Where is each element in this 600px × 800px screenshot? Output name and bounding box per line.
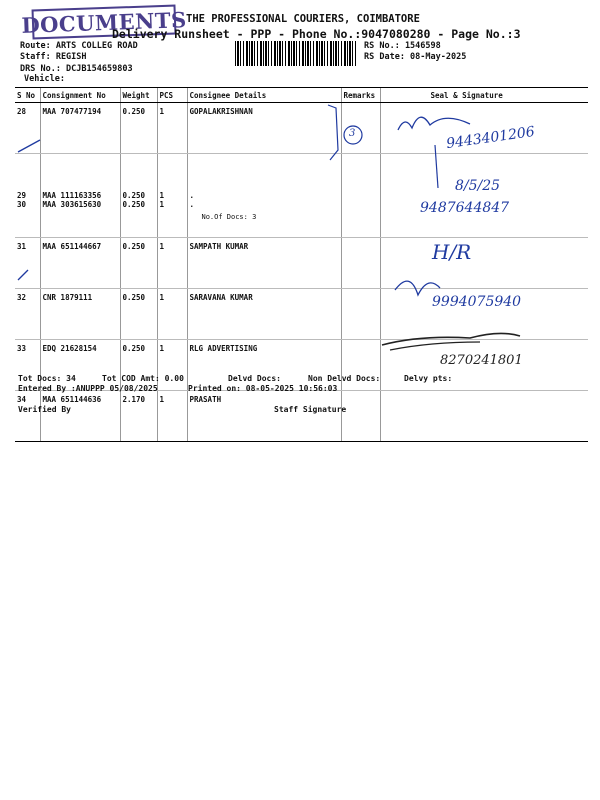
handwritten-phone-4: 8270241801 [440,353,523,368]
cell-consignment: EDQ 21628154 [40,340,120,391]
rs-date: RS Date: 08-May-2025 [364,52,467,62]
total-cod-amount: Tot COD Amt: 0.00 [102,374,184,383]
handwritten-phone-1: 9443401206 [445,123,536,153]
col-weight: Weight [120,88,157,103]
signature-stroke [435,145,438,188]
documents-stamp: DOCUMENTS [32,4,177,39]
cell-sno: 28 [15,103,40,154]
verified-by: Verified By [18,405,71,414]
cell-weight: 0.250 [120,289,157,340]
cell-pcs: 1 [157,340,187,391]
cell-weight: 0.250 [120,340,157,391]
col-sno: S No [15,88,40,103]
staff-line: Staff: REGISH [20,52,87,62]
delivery-points: Delvy pts: [404,374,453,383]
printed-on: Printed on: 08-05-2025 10:56:03 [188,384,338,393]
number-of-docs: No.Of Docs: 3 [201,213,257,221]
tick-mark [18,140,40,152]
cell-consignee: GOPALAKRISHNAN [187,103,341,154]
weight-30: 0.250 [122,200,146,209]
cell-pcs: 1 [157,238,187,289]
cell-sno: 32 [15,289,40,340]
bracket-mark [328,105,338,160]
vehicle-line: Vehicle: [24,74,65,84]
handwritten-hr: H/R [432,240,472,264]
col-seal-signature: Seal & Signature [380,88,588,103]
cell-pcs: 1 [157,391,187,442]
signature-28 [398,117,470,130]
handwritten-phone-2: 9487644847 [420,200,510,216]
route-line: Route: ARTS COLLEG ROAD [20,41,138,51]
staff-signature: Staff Signature [274,405,347,414]
col-consignment: Consignment No [40,88,120,103]
cell-pcs: 1 [157,103,187,154]
weight-29: 0.250 [122,191,146,200]
col-consignee: Consignee Details [187,88,341,103]
cell-weight: 0.250 [120,238,157,289]
signature-33 [395,281,440,295]
signature-34-underline [390,342,480,350]
handwritten-phone-3: 9994075940 [432,294,522,310]
cell-consignee: RLG ADVERTISING [187,340,341,391]
cons-30: MAA 303615630 [42,200,102,209]
pcs-30: 1 [159,200,165,209]
entered-by: Entered By :ANUPPP 05/08/2025 [18,384,158,393]
pcs-29: 1 [159,191,165,200]
cell-sno: 34 [15,391,40,442]
cell-consignee: SARAVANA KUMAR [187,289,341,340]
cell-consignee: PRASATH [187,391,341,442]
cell-weight: 2.170 [120,391,157,442]
cell-sno: 31 [15,238,40,289]
cell-pcs: 1 [157,289,187,340]
drs-line: DRS No.: DCJB154659803 [20,64,133,74]
delivered-docs: Delvd Docs: [228,374,281,383]
sno-30: 30 [17,200,27,209]
col-remarks: Remarks [341,88,380,103]
non-delivered-docs: Non Delvd Docs: [308,374,381,383]
col-pcs: PCS [157,88,187,103]
cell-sno: 33 [15,340,40,391]
cell-consignee: SAMPATH KUMAR [187,238,341,289]
cell-consignment: MAA 651144636 [40,391,120,442]
cell-weight: 0.250 [120,103,157,154]
company-title: THE PROFESSIONAL COURIERS, COIMBATORE [186,13,420,25]
consignee-30: . [189,200,195,209]
total-docs: Tot Docs: 34 [18,374,76,383]
cell-consignment: MAA 651144667 [40,238,120,289]
handwritten-date: 8/5/25 [455,178,501,194]
cell-consignment: MAA 707477194 [40,103,120,154]
consignee-29: . [189,191,195,200]
cell-consignment: CNR 1879111 [40,289,120,340]
cons-29: MAA 111163356 [42,191,102,200]
tick-mark [18,270,28,280]
rs-number: RS No.: 1546598 [364,41,441,51]
sno-29: 29 [17,191,27,200]
runsheet-title: Delivery Runsheet - PPP - Phone No.:9047080280 - Page No.:3 [112,27,521,41]
circle-mark-number: 3 [349,128,356,139]
